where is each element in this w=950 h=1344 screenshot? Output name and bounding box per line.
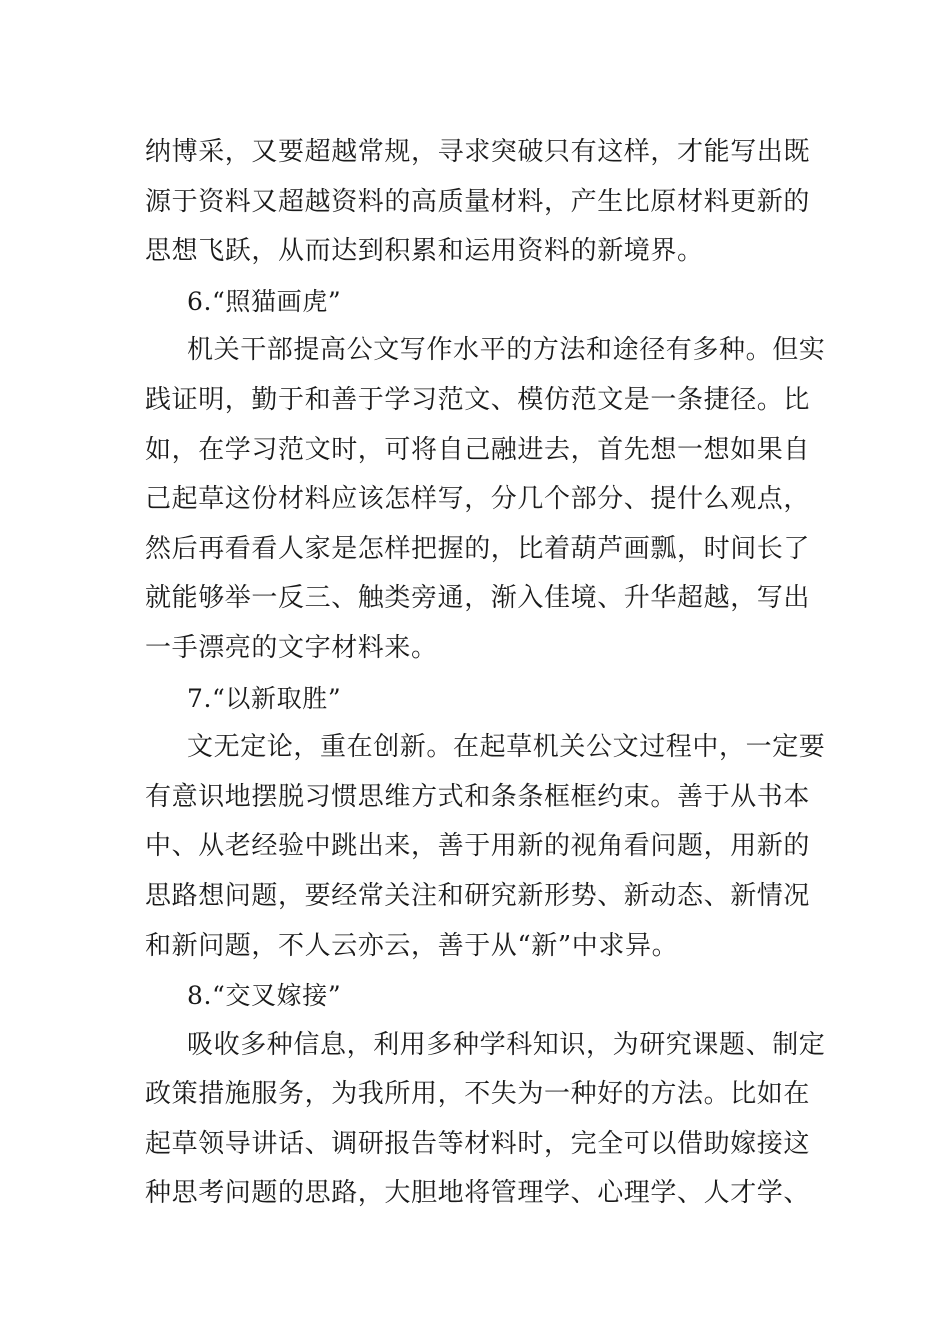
paragraph-continuation: [145, 128, 825, 277]
document-page: [145, 128, 825, 1219]
text-line: 机关干部提高公文写作水平的方法和途径有多种。但实: [187, 335, 826, 366]
text-line: 己起草这份材料应该怎样写，分几个部分、提什么观点，: [145, 484, 811, 515]
text-line: 文无定论，重在创新。在起草机关公文过程中，一定要: [187, 732, 826, 763]
text-line: 然后再看看人家是怎样把握的，比着葫芦画瓢，时间长了: [145, 533, 811, 564]
text-line: 就能够举一反三、触类旁通，渐入佳境、升华超越，写出: [145, 583, 811, 614]
text-line: 中、从老经验中跳出来，善于用新的视角看问题，用新的: [145, 831, 811, 862]
text-line: 吸收多种信息，利用多种学科知识，为研究课题、制定: [187, 1029, 826, 1060]
text-line: 一手漂亮的文字材料来。: [145, 632, 438, 663]
paragraph-section-7: [145, 723, 825, 971]
text-line: 政策措施服务，为我所用，不失为一种好的方法。比如在: [145, 1079, 811, 1110]
text-line: 如，在学习范文时，可将自己融进去，首先想一想如果自: [145, 434, 811, 465]
text-line: 纳博采，又要超越常规，寻求突破只有这样，才能写出既: [145, 137, 811, 167]
text-line: 践证明，勤于和善于学习范文、模仿范文是一条捷径。比: [145, 384, 811, 415]
text-line: 有意识地摆脱习惯思维方式和条条框框约束。善于从书本: [145, 781, 811, 812]
text-line: 思想飞跃，从而达到积累和运用资料的新境界。: [145, 236, 704, 267]
section-heading-8: 8.“交叉嫁接”: [187, 981, 342, 1011]
text-line: 和新问题，不人云亦云，善于从“新”中求异。: [145, 930, 679, 961]
text-line: 起草领导讲话、调研报告等材料时，完全可以借助嫁接这: [145, 1128, 811, 1159]
text-line: 种思考问题的思路，大胆地将管理学、心理学、人才学、: [145, 1178, 811, 1209]
section-heading-7: 7.“以新取胜”: [187, 683, 342, 713]
paragraph-section-6: [145, 326, 825, 673]
paragraph-section-8: [145, 1021, 825, 1219]
section-heading-6: 6.“照猫画虎”: [187, 286, 342, 316]
text-line: 思路想问题，要经常关注和研究新形势、新动态、新情况: [145, 880, 811, 911]
text-line: 源于资料又超越资料的高质量材料，产生比原材料更新的: [145, 186, 811, 217]
